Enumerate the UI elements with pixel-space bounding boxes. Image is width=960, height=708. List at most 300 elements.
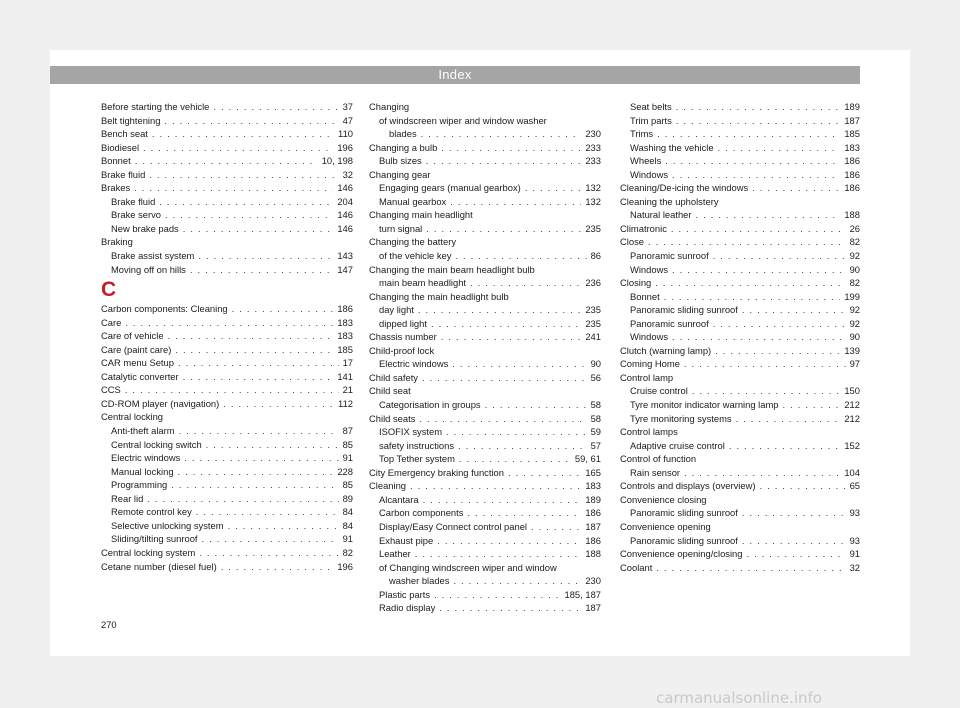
index-entry-label: Changing (369, 101, 410, 112)
index-entry (369, 344, 601, 358)
index-entry-label: Panoramic sunroof (630, 250, 709, 262)
index-entry-page: 21 (342, 384, 353, 396)
index-entry (369, 479, 601, 493)
index-entry-label: Controls and displays (overview) (620, 480, 756, 492)
index-entry-page: 150 (844, 385, 860, 397)
index-entry-label: Cruise control (630, 385, 688, 397)
index-entry (620, 466, 860, 480)
index-entry-label: Climatronic (620, 222, 667, 234)
index-entry (620, 371, 860, 385)
index-entry-page: 84 (342, 519, 353, 531)
index-entry (620, 317, 860, 331)
dot-leader (206, 438, 339, 452)
dot-leader (696, 208, 841, 222)
index-entry-page: 183 (844, 141, 860, 153)
index-entry (369, 317, 601, 331)
dot-leader (746, 547, 845, 561)
dot-leader (183, 222, 334, 236)
dot-leader (718, 141, 841, 155)
index-entry (369, 601, 601, 615)
index-entry-page: 92 (849, 250, 860, 262)
index-entry-label: Changing the main headlight bulb (369, 290, 509, 302)
dot-leader (467, 506, 581, 520)
dot-leader (470, 276, 581, 290)
index-entry-page: 97 (849, 358, 860, 370)
index-entry-label: Changing gear (369, 168, 431, 180)
dot-leader (742, 506, 846, 520)
index-entry-label: Alcantara (379, 493, 419, 505)
index-entry (620, 235, 860, 249)
index-entry-label: day light (379, 304, 414, 316)
index-entry-label: Chassis number (369, 331, 437, 343)
index-entry (101, 424, 353, 438)
index-entry (369, 574, 601, 588)
index-entry-page: 189 (844, 101, 860, 112)
dot-leader (178, 356, 339, 370)
dot-leader (531, 520, 581, 534)
index-entry (369, 141, 601, 155)
dot-leader (423, 493, 582, 507)
index-entry-page: 235 (585, 317, 601, 329)
index-entry (620, 195, 860, 209)
dot-leader (418, 303, 581, 317)
index-entry-label: Seat belts (630, 101, 672, 112)
index-entry-page: 235 (585, 222, 601, 234)
index-entry-page: 185 (844, 128, 860, 140)
index-entry (101, 100, 353, 114)
index-entry-label: of windscreen wiper and window washer (379, 114, 547, 126)
index-entry (101, 127, 353, 141)
index-entry-page: 185, 187 (564, 588, 601, 600)
index-entry-page: 91 (342, 452, 353, 464)
dot-leader (458, 439, 587, 453)
dot-leader (184, 451, 338, 465)
index-entry-page: 10, 198 (321, 155, 353, 167)
index-entry (101, 195, 353, 209)
index-entry (369, 520, 601, 534)
index-entry-label: Rain sensor (630, 466, 681, 478)
dot-leader (648, 235, 846, 249)
index-entry (369, 371, 601, 385)
index-entry-label: CAR menu Setup (101, 357, 174, 369)
index-entry-label: Electric windows (111, 452, 181, 464)
index-entry-label: Moving off on hills (111, 263, 186, 275)
dot-leader (715, 344, 840, 358)
index-entry-page: 59 (590, 426, 601, 438)
index-column-1 (101, 100, 353, 573)
index-entry-page: 82 (342, 546, 353, 558)
index-entry-page: 82 (849, 236, 860, 248)
index-entry (369, 588, 601, 602)
index-entry-label: Care (101, 316, 122, 328)
index-entry (620, 425, 860, 439)
index-entry-page: 87 (342, 425, 353, 437)
index-entry (101, 532, 353, 546)
index-entry (101, 302, 353, 316)
index-entry (101, 560, 353, 574)
index-entry-page: 58 (590, 399, 601, 411)
index-entry-page: 59, 61 (574, 453, 601, 465)
index-entry-label: Control lamps (620, 426, 678, 438)
index-entry-page: 199 (844, 290, 860, 302)
dot-leader (159, 195, 333, 209)
index-entry (620, 222, 860, 236)
dot-leader (446, 425, 587, 439)
dot-leader (232, 302, 334, 316)
dot-leader (508, 466, 581, 480)
dot-leader (431, 317, 581, 331)
dot-leader (415, 547, 582, 561)
index-entry (369, 222, 601, 236)
dot-leader (213, 100, 338, 114)
index-entry-page: 93 (849, 507, 860, 519)
index-entry-label: Cleaning (369, 480, 407, 492)
section-letter: C (101, 278, 117, 302)
dot-leader (485, 398, 587, 412)
index-entry-label: Control of function (620, 453, 697, 465)
dot-leader (410, 479, 581, 493)
index-entry-label: Biodiesel (101, 141, 140, 153)
index-entry (369, 384, 601, 398)
index-entry (369, 195, 601, 209)
dot-leader (736, 412, 841, 426)
index-entry-label: Child-proof lock (369, 344, 435, 356)
index-entry-page: 183 (585, 480, 601, 492)
dot-leader (656, 561, 845, 575)
dot-leader (135, 154, 318, 168)
index-entry-page: 85 (342, 479, 353, 491)
dot-leader (459, 452, 571, 466)
index-entry-page: 139 (844, 344, 860, 356)
index-entry (620, 303, 860, 317)
dot-leader (657, 127, 840, 141)
dot-leader (147, 492, 338, 506)
index-column-3 (620, 100, 860, 574)
index-entry-label: Clutch (warning lamp) (620, 344, 712, 356)
index-entry-page: 91 (849, 548, 860, 560)
dot-leader (175, 343, 333, 357)
index-entry-page: 186 (585, 534, 601, 546)
index-entry-page: 196 (337, 141, 353, 153)
dot-leader (672, 168, 840, 182)
dot-leader (149, 168, 338, 182)
dot-leader (165, 208, 333, 222)
dot-leader (228, 519, 339, 533)
index-entry (369, 330, 601, 344)
index-entry-label: Rear lid (111, 492, 144, 504)
index-entry (369, 439, 601, 453)
index-entry (369, 100, 601, 114)
index-entry-label: Carbon components: Cleaning (101, 303, 228, 315)
index-entry-page: 152 (844, 439, 860, 451)
index-entry-page: 143 (337, 250, 353, 262)
dot-leader (199, 546, 338, 560)
index-entry-page: 82 (849, 277, 860, 289)
index-entry-label: Leather (379, 548, 411, 560)
index-entry-page: 236 (585, 277, 601, 289)
index-entry-label: Bonnet (101, 155, 131, 167)
watermark-text: carmanualsonline.info (656, 689, 822, 707)
dot-leader (168, 329, 334, 343)
dot-leader (198, 249, 333, 263)
index-entry-label: washer blades (389, 575, 450, 587)
index-entry-label: Convenience opening/closing (620, 548, 743, 560)
index-entry-label: Convenience opening (620, 520, 711, 532)
dot-leader (455, 249, 586, 263)
index-entry (620, 154, 860, 168)
dot-leader (752, 181, 840, 195)
index-entry (620, 208, 860, 222)
index-entry-page: 26 (849, 222, 860, 234)
dot-leader (426, 222, 581, 236)
index-entry-page: 187 (844, 114, 860, 126)
dot-leader (190, 263, 333, 277)
index-entry (620, 384, 860, 398)
index-entry-label: Changing the main beam headlight bulb (369, 263, 535, 275)
index-entry-label: Windows (630, 263, 669, 275)
index-entry-page: 186 (844, 155, 860, 167)
dot-leader (655, 276, 845, 290)
index-entry-page: 146 (337, 182, 353, 194)
index-entry (369, 290, 601, 304)
index-entry-page: 90 (849, 331, 860, 343)
index-entry (101, 208, 353, 222)
index-entry-label: Trim parts (630, 114, 672, 126)
dot-leader (672, 330, 846, 344)
index-entry-page: 32 (849, 561, 860, 573)
index-entry (369, 466, 601, 480)
dot-leader (742, 534, 846, 548)
index-entry-label: Panoramic sliding sunroof (630, 534, 738, 546)
dot-leader (196, 505, 339, 519)
index-entry (101, 141, 353, 155)
index-entry (620, 181, 860, 195)
index-entry (369, 452, 601, 466)
index-entry-label: Wheels (630, 155, 662, 167)
index-entry (620, 439, 860, 453)
dot-leader (143, 141, 333, 155)
index-entry-page: 183 (337, 330, 353, 342)
index-entry (620, 398, 860, 412)
index-entry-label: Brake servo (111, 209, 162, 221)
index-entry-page: 93 (849, 534, 860, 546)
page-number: 270 (101, 619, 117, 630)
index-entry (620, 114, 860, 128)
index-entry-page: 241 (585, 331, 601, 343)
index-entry-page: 92 (849, 304, 860, 316)
index-entry (369, 235, 601, 249)
index-entry (620, 493, 860, 507)
index-entry-page: 186 (337, 303, 353, 315)
index-entry-label: Child seat (369, 385, 411, 397)
index-entry-label: Top Tether system (379, 453, 455, 465)
index-entry (101, 505, 353, 519)
index-entry-label: Electric windows (379, 358, 449, 370)
index-entry (101, 410, 353, 424)
index-entry-label: Brake assist system (111, 250, 195, 262)
index-entry-page: 189 (585, 493, 601, 505)
index-entry-page: 32 (342, 168, 353, 180)
index-entry-label: Coming Home (620, 358, 680, 370)
dot-leader (422, 371, 587, 385)
index-entry (101, 397, 353, 411)
index-entry-label: Changing the battery (369, 236, 457, 248)
index-entry-page: 65 (849, 480, 860, 492)
index-entry (620, 290, 860, 304)
index-entry-label: Windows (630, 331, 669, 343)
index-entry (101, 465, 353, 479)
index-entry (369, 412, 601, 426)
index-entry-page: 47 (342, 114, 353, 126)
index-entry-label: Panoramic sunroof (630, 317, 709, 329)
index-entry (101, 222, 353, 236)
index-entry (369, 249, 601, 263)
index-entry-label: Care (paint care) (101, 343, 172, 355)
dot-leader (426, 154, 582, 168)
index-entry-label: Central locking switch (111, 438, 202, 450)
index-entry-page: 186 (844, 182, 860, 194)
index-entry-page: 132 (585, 195, 601, 207)
index-entry-page: 89 (342, 492, 353, 504)
index-entry-label: Brakes (101, 182, 131, 194)
dot-leader (221, 560, 334, 574)
index-entry-label: Exhaust pipe (379, 534, 434, 546)
index-entry (369, 493, 601, 507)
index-entry (620, 520, 860, 534)
index-entry-label: Central locking (101, 411, 164, 423)
index-entry (369, 561, 601, 575)
index-entry-label: turn signal (379, 222, 423, 234)
index-entry-label: Before starting the vehicle (101, 101, 210, 112)
dot-leader (439, 601, 581, 615)
index-entry-page: 146 (337, 222, 353, 234)
index-entry (101, 546, 353, 560)
index-entry-label: CCS (101, 384, 121, 396)
index-entry (101, 356, 353, 370)
index-entry (101, 519, 353, 533)
index-entry-label: Manual locking (111, 465, 174, 477)
dot-leader (171, 478, 338, 492)
index-entry-page: 204 (337, 195, 353, 207)
dot-leader (179, 424, 339, 438)
index-entry-label: Close (620, 236, 644, 248)
index-entry (369, 114, 601, 128)
index-entry-label: Trims (630, 128, 654, 140)
index-entry-label: Child seats (369, 412, 416, 424)
index-entry-page: 17 (342, 357, 353, 369)
index-entry (369, 534, 601, 548)
index-entry-page: 188 (844, 209, 860, 221)
dot-leader (671, 222, 846, 236)
dot-leader (452, 357, 586, 371)
index-entry-page: 188 (585, 548, 601, 560)
index-entry-label: Carbon components (379, 507, 464, 519)
index-entry-label: Remote control key (111, 506, 192, 518)
index-entry-page: 212 (844, 399, 860, 411)
index-entry (620, 561, 860, 575)
index-entry-page: 112 (338, 397, 353, 409)
index-entry-page: 86 (590, 250, 601, 262)
index-entry-label: Cetane number (diesel fuel) (101, 560, 217, 572)
index-entry-page: 56 (590, 371, 601, 383)
index-entry-page: 84 (342, 506, 353, 518)
index-entry-page: 110 (338, 128, 353, 140)
dot-leader (672, 263, 846, 277)
index-entry-label: Central locking system (101, 546, 196, 558)
index-entry-page: 235 (585, 304, 601, 316)
index-entry (101, 478, 353, 492)
index-entry (620, 412, 860, 426)
page-header-title: Index (50, 66, 860, 84)
index-entry (620, 344, 860, 358)
dot-leader (134, 181, 333, 195)
index-entry (101, 249, 353, 263)
dot-leader (223, 397, 334, 411)
index-entry-label: Anti-theft alarm (111, 425, 175, 437)
index-entry-label: Closing (620, 277, 652, 289)
index-entry-label: Categorisation in groups (379, 399, 481, 411)
index-entry (369, 154, 601, 168)
index-entry-page: 58 (590, 412, 601, 424)
index-entry (101, 263, 353, 277)
index-entry-label: New brake pads (111, 222, 179, 234)
index-entry-label: Adaptive cruise control (630, 439, 725, 451)
dot-leader (453, 574, 581, 588)
index-entry-page: 90 (849, 263, 860, 275)
index-entry (369, 181, 601, 195)
index-entry (620, 357, 860, 371)
index-entry-label: Panoramic sliding sunroof (630, 304, 738, 316)
index-entry-label: blades (389, 128, 417, 140)
index-entry (620, 127, 860, 141)
dot-leader (164, 114, 338, 128)
index-entry-page: 132 (585, 182, 601, 194)
index-entry-label: Tyre monitoring systems (630, 412, 732, 424)
dot-leader (437, 534, 581, 548)
index-column-2 (369, 100, 601, 615)
index-entry-label: Coolant (620, 561, 653, 573)
index-entry-label: Control lamp (620, 371, 674, 383)
index-entry-page: 57 (590, 439, 601, 451)
dot-leader (783, 398, 841, 412)
dot-leader (729, 439, 841, 453)
index-entry-label: Cleaning the upholstery (620, 195, 719, 207)
index-entry (101, 492, 353, 506)
index-entry-label: Belt tightening (101, 114, 161, 126)
index-entry-label: of Changing windscreen wiper and window (379, 561, 557, 573)
index-entry (620, 276, 860, 290)
dot-leader (684, 357, 846, 371)
index-entry (101, 168, 353, 182)
index-entry (101, 383, 353, 397)
dot-leader (441, 330, 582, 344)
index-entry (620, 100, 860, 114)
dot-leader (665, 154, 840, 168)
index-entry-label: Engaging gears (manual gearbox) (379, 182, 521, 194)
index-entry-label: Manual gearbox (379, 195, 447, 207)
dot-leader (676, 114, 841, 128)
index-entry (620, 168, 860, 182)
index-entry-page: 228 (337, 465, 353, 477)
dot-leader (713, 317, 846, 331)
index-entry-label: of the vehicle key (379, 250, 452, 262)
dot-leader (713, 249, 846, 263)
index-entry (369, 168, 601, 182)
index-entry-label: Plastic parts (379, 588, 431, 600)
index-entry-page: 90 (590, 358, 601, 370)
dot-leader (178, 465, 334, 479)
index-entry-label: ISOFIX system (379, 426, 443, 438)
